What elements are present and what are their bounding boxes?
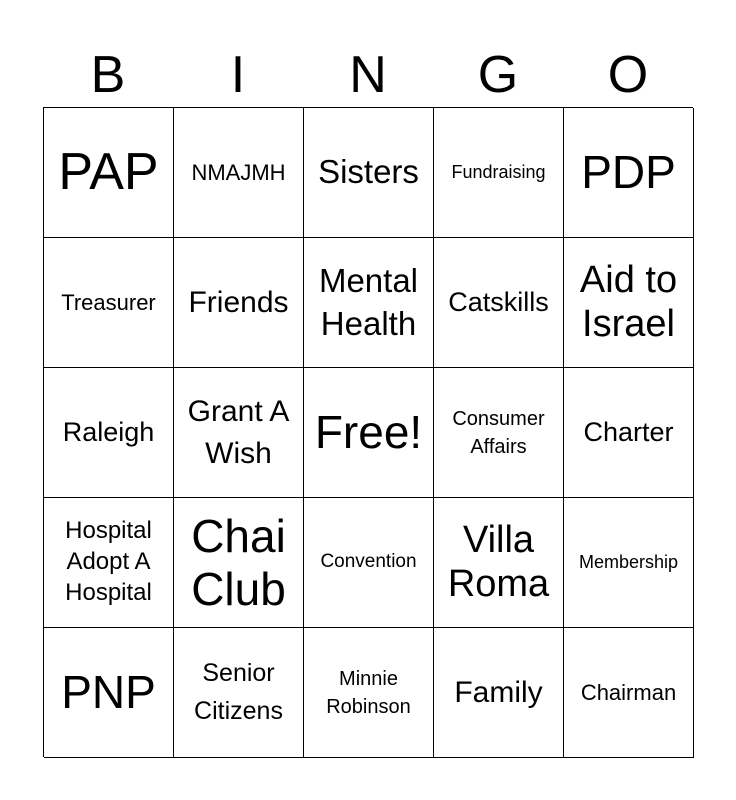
bingo-cell[interactable] (564, 628, 694, 758)
bingo-cell[interactable] (44, 628, 174, 758)
cell-text: Convention (320, 551, 417, 573)
bingo-cell[interactable] (174, 628, 304, 758)
cell-text: Chairman (580, 679, 677, 705)
cell-text: Consumer Affairs (452, 407, 545, 458)
bingo-cell[interactable] (434, 238, 564, 368)
bingo-cell[interactable] (434, 368, 564, 498)
bingo-cell[interactable] (434, 108, 564, 238)
bingo-cell[interactable] (304, 628, 434, 758)
bingo-cell[interactable] (564, 368, 694, 498)
cell-text: PDP (581, 146, 676, 199)
cell-text: Mental Health (318, 261, 419, 342)
header-letter-b: B (90, 46, 126, 104)
cell-text: PNP (61, 666, 156, 719)
bingo-cell[interactable] (44, 498, 174, 628)
cell-text: NMAJMH (191, 159, 286, 185)
bingo-cell[interactable] (304, 108, 434, 238)
cell-text: Treasurer (61, 289, 156, 315)
bingo-cell[interactable] (44, 238, 174, 368)
cell-text: Sisters (318, 153, 419, 191)
header-letter-i: I (230, 46, 246, 104)
cell-text: Fundraising (451, 161, 546, 182)
bingo-cell[interactable] (304, 238, 434, 368)
cell-text: Minnie Robinson (326, 667, 411, 718)
cell-text: PAP (58, 143, 159, 202)
cell-text: Villa Roma (447, 518, 550, 605)
bingo-cell[interactable] (564, 108, 694, 238)
bingo-cell[interactable] (174, 238, 304, 368)
cell-text: Raleigh (62, 417, 155, 448)
bingo-cell free-space[interactable] (304, 368, 434, 498)
cell-text: Hospital Adopt A Hospital (65, 517, 152, 606)
header-letter-n: N (349, 46, 387, 104)
cell-text: Charter (583, 417, 674, 448)
bingo-cell[interactable] (564, 498, 694, 628)
header-letter-g: G (477, 46, 519, 104)
bingo-cell[interactable] (434, 628, 564, 758)
free-space-text: Free! (314, 406, 423, 459)
cell-text: Family (454, 675, 543, 709)
bingo-card-grid (43, 107, 693, 757)
bingo-cell[interactable] (564, 238, 694, 368)
cell-text: Aid to Israel (579, 258, 678, 345)
bingo-cell[interactable] (44, 108, 174, 238)
header-letter-o: O (607, 46, 649, 104)
bingo-cell[interactable] (174, 498, 304, 628)
bingo-header (43, 44, 693, 106)
cell-text: Membership (578, 551, 679, 572)
bingo-cell[interactable] (174, 368, 304, 498)
bingo-cell[interactable] (44, 368, 174, 498)
cell-text: Senior Citizens (194, 659, 283, 725)
cell-text: Grant A Wish (187, 394, 290, 470)
cell-text: Friends (188, 285, 289, 319)
bingo-cell[interactable] (174, 108, 304, 238)
bingo-cell[interactable] (434, 498, 564, 628)
cell-text: Chai Club (191, 509, 286, 615)
cell-text: Catskills (448, 287, 549, 318)
bingo-cell[interactable] (304, 498, 434, 628)
